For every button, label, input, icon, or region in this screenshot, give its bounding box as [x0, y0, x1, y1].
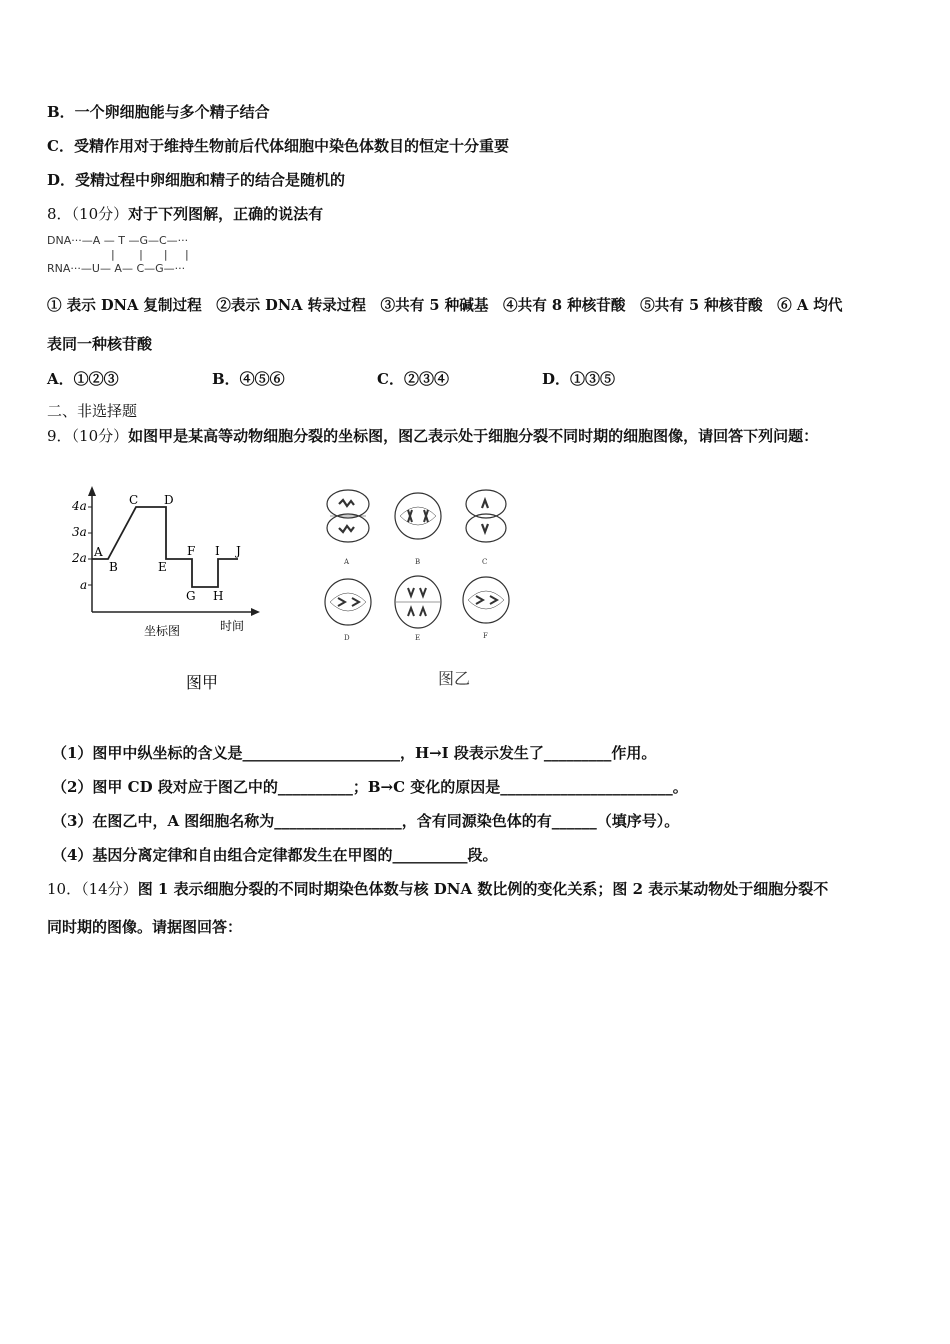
cell-f — [463, 577, 509, 640]
x-axis-label-time: 时间 — [220, 619, 245, 633]
q9-stem — [47, 426, 818, 446]
cell-c — [466, 490, 506, 566]
q9-sub-3: （3）在图乙中，A 图细胞名称为_________________，含有同源染色体的有______（填序号）。 — [52, 812, 680, 830]
q8-score: （10分） — [71, 205, 129, 223]
point-b: B — [109, 560, 118, 574]
q8-number: 8． — [47, 205, 72, 223]
svg-text:F: F — [483, 632, 488, 640]
cell-b — [395, 493, 441, 566]
y-tick-2a: 2a — [72, 551, 87, 565]
point-c: C — [129, 493, 139, 507]
q7-option-b: B．一个卵细胞能与多个精子结合 — [47, 103, 270, 121]
q9-number: 9． — [47, 427, 72, 445]
cell-d — [325, 579, 371, 642]
q10-stem-text: 图 1 表示细胞分裂的不同时期染色体数与核 DNA 数比例的变化关系；图 2 表示某动物处于细胞分裂不 — [137, 880, 829, 898]
point-j: J — [236, 544, 241, 558]
point-e: E — [158, 560, 167, 574]
q8-option-b: B．④⑤⑥ — [212, 370, 285, 388]
figure-a-line-graph — [70, 480, 270, 695]
q9-sub-4: （4）基因分离定律和自由组合定律都发生在甲图的__________段。 — [52, 846, 498, 864]
q10-number: 10． — [47, 880, 82, 898]
q9-sub-2: （2）图甲 CD 段对应于图乙中的__________；B→C 变化的原因是_______________________。 — [52, 778, 688, 796]
point-a: A — [94, 545, 103, 559]
y-tick-4a: 4a — [72, 499, 87, 513]
y-tick-a: a — [80, 578, 88, 592]
y-axis-arrow — [88, 486, 96, 496]
svg-text:B: B — [415, 558, 421, 566]
q8-option-d: D．①③⑤ — [542, 370, 616, 388]
point-i: I — [215, 544, 220, 558]
section-heading: 二、非选择题 — [47, 402, 138, 420]
q8-statements: ① 表示 DNA 复制过程 ②表示 DNA 转录过程 ③共有 5 种碱基 ④共有 8 种核苷酸 ⑤共有 5 种核苷酸 ⑥ A 均代 — [47, 297, 843, 314]
point-g: G — [186, 589, 196, 603]
q8-option-c: C．②③④ — [377, 370, 449, 388]
point-h: H — [213, 589, 224, 603]
q10-stem-cont: 同时期的图像。请据图回答： — [47, 918, 243, 936]
rna-strand: RNA···—U— A— C—G—··· — [47, 262, 186, 275]
q7-option-c: C．受精作用对于维持生物前后代体细胞中染色体数目的恒定十分重要 — [47, 137, 509, 155]
cell-e — [395, 576, 441, 642]
x-axis-arrow — [251, 608, 260, 616]
figure-b-caption: 图乙 — [438, 669, 471, 688]
figure-b-cell-images — [320, 484, 530, 694]
q10-score: （14分） — [81, 880, 138, 898]
x-axis-label: 坐标图 — [144, 624, 181, 638]
q9-sub-1: （1）图甲中纵坐标的含义是_____________________，H→I 段表示发生了_________作用。 — [52, 744, 657, 762]
q8-statements-cont: 表同一种核苷酸 — [47, 335, 153, 353]
q7-option-d: D．受精过程中卵细胞和精子的结合是随机的 — [47, 171, 346, 189]
q8-stem-text: 对于下列图解，正确的说法有 — [128, 205, 324, 223]
q9-score: （10分） — [71, 427, 129, 445]
q9-stem-text: 如图甲是某高等动物细胞分裂的坐标图，图乙表示处于细胞分裂不同时期的细胞图像，请回答下列问题： — [128, 427, 819, 445]
dna-strand: DNA···—A — T —G—C—··· — [47, 234, 189, 247]
point-d: D — [164, 493, 174, 507]
svg-text:A: A — [344, 558, 350, 566]
svg-text:E: E — [415, 634, 421, 642]
q8-stem — [47, 204, 323, 224]
hydrogen-bonds: | | | | — [111, 248, 189, 261]
y-tick-3a: 3a — [72, 525, 87, 539]
q8-option-a: A．①②③ — [47, 370, 119, 388]
q10-stem — [47, 879, 828, 899]
point-f: F — [187, 544, 196, 558]
svg-text:D: D — [344, 634, 350, 642]
figure-a-caption: 图甲 — [186, 673, 219, 692]
svg-text:C: C — [482, 558, 488, 566]
cell-a — [327, 490, 369, 566]
